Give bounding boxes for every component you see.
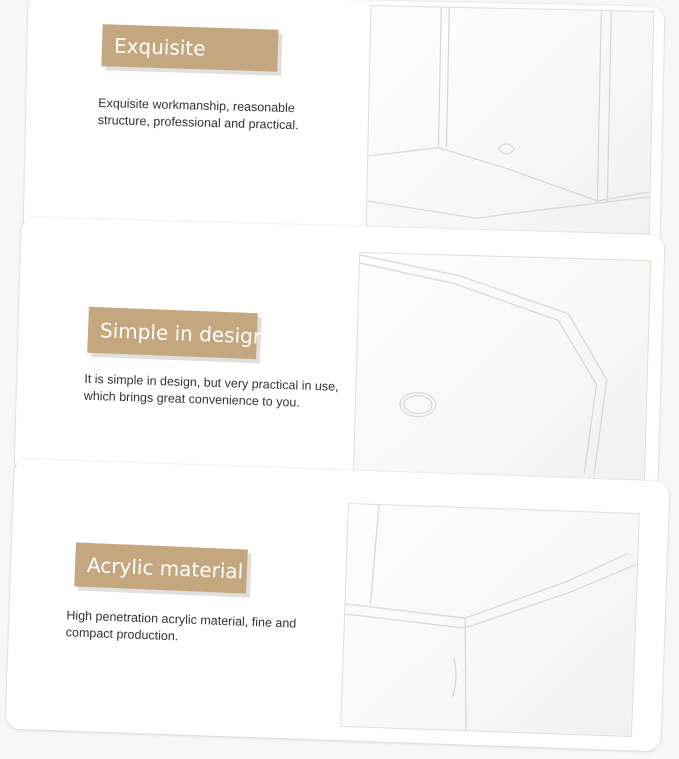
feature-description: Exquisite workmanship, reasonable structure, professional and practical. (97, 95, 299, 133)
feature-title: Simple in design (99, 318, 266, 349)
product-photo-acrylic-base (340, 503, 640, 737)
product-photo-acrylic-box-corner (366, 5, 655, 235)
feature-description: It is simple in design, but very practical in use, which brings great convenience to you. (83, 371, 339, 410)
acrylic-lid-illustration (354, 253, 650, 483)
acrylic-box-illustration (367, 6, 654, 234)
feature-title-tag (101, 24, 278, 72)
feature-title: Exquisite (113, 33, 206, 61)
feature-title: Acrylic material (86, 552, 244, 584)
feature-description: High penetration acrylic material, fine and compact production. (65, 608, 297, 644)
product-photo-acrylic-lid (353, 252, 651, 484)
feature-title-tag (87, 307, 266, 359)
feature-title-tag (74, 542, 248, 593)
acrylic-base-illustration (341, 504, 639, 736)
